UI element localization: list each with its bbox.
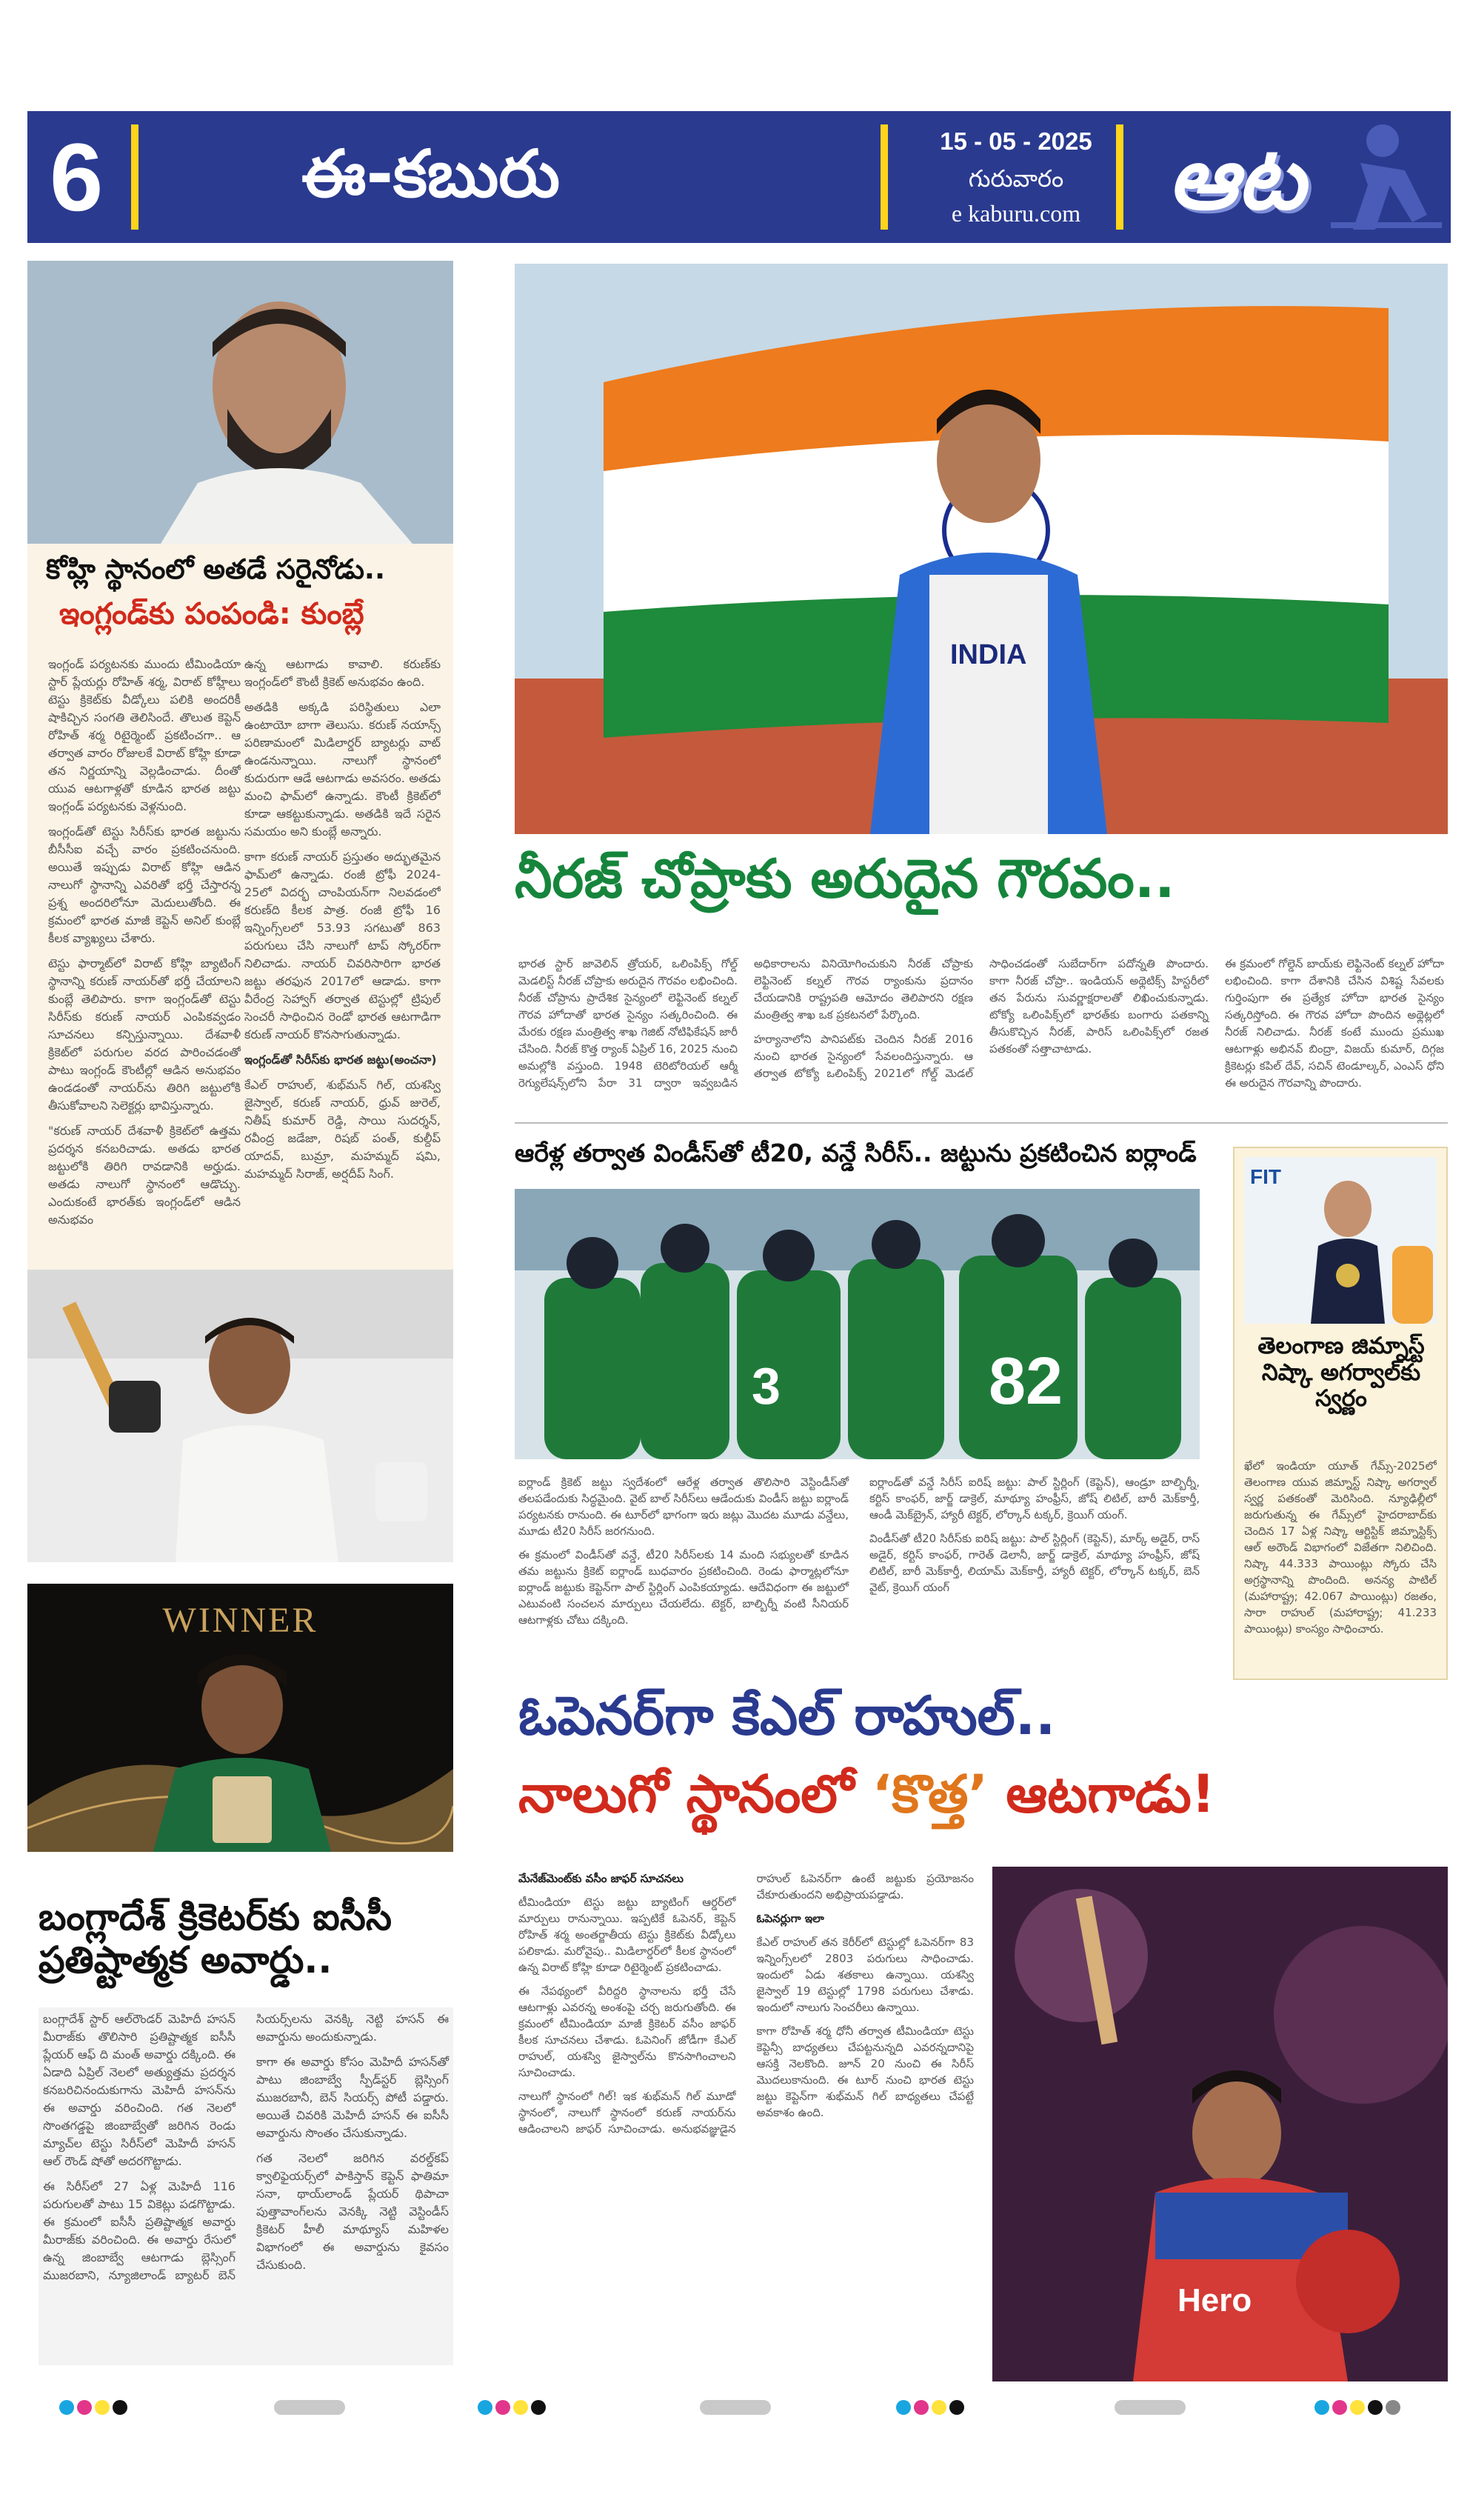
paragraph: కేఎల్ రాహుల్ తన కెరీర్‌లో టెస్టుల్లో ఓపెనర్‌గా 83 ఇన్నింగ్స్‌లలో 2803 పరుగులు సాధించాడు. ఇందులో ఏడు శతకాలు ఉన్నాయి. యశస్వి జైస్వాల్ 19 టెస్టుల్లో 1798 పరుగులు చేశాడు. ఇందులో నాలుగు సెంచరీలు ఉన్నాయి. bbox=[756, 1936, 974, 2014]
magenta-swatch bbox=[495, 2400, 510, 2415]
paragraph: ఐర్లాండ్ క్రికెట్ జట్టు స్వదేశంలో ఆరేళ్ల తర్వాత తొలిసారి వెస్టిండీస్‌తో తలపడేందుకు సిద్ధమైంది. వైట్ బాల్ సిరీస్‌లు ఆడేందుకు విండీస్ జట్టు ఐర్లాండ్ పర్యటనకు రానుంది. ఈ టూర్‌లో భాగంగా ఇరు జట్లు మొదట మూడు వన్డేలు, మూడు టీ20 సిరీస్ జరగనుంది. bbox=[518, 1476, 849, 1538]
batsman-photo bbox=[27, 1270, 453, 1562]
svg-text:INDIA: INDIA bbox=[950, 639, 1027, 670]
paragraph: "కరుణ్ నాయర్ దేశవాళీ క్రికెట్‌లో ఉత్తమ ప్రదర్శన కనబరిచాడు. అతడు భారత జట్టులోకి తిరిగి రావడానికి అర్హుడు. అతడు నాలుగో స్థానంలో ఆడొచ్చు. ఎందుకంటే భారత్‌కు ఇంగ్లండ్‌లో ఆడిన అనుభవం bbox=[48, 1124, 241, 1227]
rahul-photo bbox=[992, 1867, 1448, 2381]
award-photo bbox=[27, 1584, 453, 1852]
paragraph: విండీస్‌తో టీ20 సిరీస్‌కు ఐరిష్ జట్టు: పాల్ స్టిర్లింగ్ (కెప్టెన్), మార్క్ అడైర్, రాస్ అడైర్, కర్టిస్ కాంఫర్, గారెత్ డెలానీ, జార్జ్ డాక్రెల్, మాథ్యూ హంఫ్రీస్, జోష్ లిటిల్, బారీ మెక్‌కార్తీ, లియామ్ మెక్‌కార్తీ, హ్యారీ టెక్టర్, లోర్కాన్ టక్కర్, బెన్ వైట్, క్రెయిగ్ యంగ్ bbox=[869, 1532, 1200, 1594]
print-colorbar bbox=[478, 2400, 546, 2415]
svg-text:Hero: Hero bbox=[1177, 2282, 1252, 2319]
paragraph: ఈ క్రమంలో విండీస్‌తో వన్డే, టీ20 సిరీస్‌లకు 14 మంది సభ్యులతో కూడిన తమ జట్టును క్రికెట్ ఐర్లాండ్ బుధవారం ప్రకటించింది. రెండు ఫార్మాట్లలోనూ ఐర్లాండ్ జట్టుకు కెప్టెన్‌గా పాల్ స్టిర్లింగ్ ఎంపికయ్యాడు. ఆదేవిధంగా ఈ జట్టులో ఎటువంటి సంచలన మార్పులు చేయలేదు. టెక్టర్, బాల్బిర్నీ వంటి సీనియర్ ఆటగాళ్లకు చోటు దక్కింది. bbox=[518, 1548, 849, 1627]
paragraph: గత నెలలో జరిగిన వరల్డ్‌కప్ క్వాలిఫైయర్స్‌లో పాకిస్తాన్ కెప్టెన్ ఫాతిమా సనా, థాయ్‌లాండ్ ప్లేయర్ థిపాచా పుత్తావాంగ్‌లను వెనక్కి నెట్టి వెస్టిండీస్ క్రికెటర్ హీలీ మాథ్యూస్ మహిళల విభాగంలో ఈ అవార్డును కైవసం చేసుకుంది. bbox=[256, 2151, 449, 2272]
paragraph: బంగ్లాదేశ్ స్టార్ ఆల్‌రౌండర్ మెహిదీ హసన్ మీరాజ్‌కు తొలిసారి ప్రతిష్టాత్మక ఐసీసీ ప్లేయర్ ఆఫ్ ది మంత్ అవార్డు దక్కింది. ఈ ఏడాది ఏప్రిల్ నెలలో అత్యుత్తమ ప్రదర్శన కనబరిచినందుకుగాను మెహిదీ హసన్‌ను ఈ అవార్డు వరించింది. గత నెలలో సొంతగడ్డపై జింబాబ్వేతో జరిగిన రెండు మ్యాచ్‌ల టెస్టు సిరీస్‌లో మెహిదీ హసన్ ఆల్ రౌండ్ షోతో అదరగొట్టాడు. bbox=[43, 2012, 235, 2168]
squad-heading: ఇంగ్లండ్‌తో సిరీస్‌కు భారత జట్టు(అంచనా) bbox=[244, 1053, 437, 1067]
cyan-swatch bbox=[896, 2400, 911, 2415]
bangladesh-headline: బంగ్లాదేశ్ క్రికెటర్‌కు ఐసీసీ ప్రతిష్టాత్మక అవార్డు.. bbox=[39, 1896, 392, 1981]
black-swatch bbox=[949, 2400, 964, 2415]
svg-text:FIT: FIT bbox=[1250, 1165, 1281, 1188]
neeraj-headline: నీరజ్ చోప్రాకు అరుదైన గౌరవం.. bbox=[515, 848, 1175, 910]
masthead bbox=[27, 111, 1451, 243]
bangladesh-body bbox=[39, 2007, 453, 2365]
section-divider bbox=[515, 1122, 1448, 1124]
paragraph: అతడికి అక్కడి పరిస్థితులు ఎలా ఉంటాయో బాగా తెలుసు. కరుణ్ నయాన్స్ పరిణామంలో మిడిలార్డర్ బ్యాటర్లు వాట్ ఉండనున్నాయి. నాలుగో స్థానంలో కుదురుగా ఆడే ఆటగాడు అవసరం. అతడు మంచి ఫామ్‌లో ఉన్నాడు. కౌంటీ క్రికెట్‌లో కూడా ఆకట్టుకున్నాడు. అతడికి ఇదే సరైన సమయం అని కుంబ్లే అన్నారు. bbox=[244, 700, 441, 839]
issue-day: గురువారం bbox=[968, 164, 1064, 193]
neeraj-body bbox=[518, 956, 1444, 1115]
paragraph: ఉన్న ఆటగాడు కావాలి. కరుణ్‌కు ఇంగ్లండ్‌లో కౌంటీ క్రికెట్ అనుభవం ఉంది. bbox=[244, 657, 441, 689]
svg-text:3: 3 bbox=[752, 1357, 781, 1415]
magenta-swatch bbox=[77, 2400, 92, 2415]
rahul-subheadline-quote: ‘కొత్త’ bbox=[872, 1764, 988, 1824]
kohli-body-left bbox=[48, 656, 241, 1263]
magenta-swatch bbox=[1332, 2400, 1347, 2415]
black-swatch bbox=[531, 2400, 546, 2415]
section-banner bbox=[1138, 111, 1451, 243]
rahul-subheadline bbox=[518, 1764, 1444, 1835]
rahul-subhead: మేనేజ్‌మెంట్‌కు వసీం జాఫర్ సూచనలు bbox=[518, 1872, 684, 1885]
neeraj-photo bbox=[515, 264, 1448, 834]
ireland-body bbox=[518, 1474, 1200, 1648]
print-greybar bbox=[700, 2400, 771, 2415]
cyan-swatch bbox=[478, 2400, 492, 2415]
print-colorbar bbox=[59, 2400, 127, 2415]
paragraph: నాలుగో స్థానంలో గిల్! ఇక శుభ్‌మన్ గిల్ మూడో స్థానంలో, నాలుగో స్థానంలో కరుణ్ నాయర్‌ను ఆడించాలని జాఫర్ సూచించాడు. అనుభవజ్ఞుడైన రాహుల్ ఓపెనర్‌గా ఉంటే జట్టుకు ప్రయోజనం చేకూరుతుందని అభిప్రాయపడ్డాడు. bbox=[518, 1872, 974, 2136]
masthead-divider bbox=[881, 124, 888, 230]
paragraph: టెస్టు ఫార్మాట్‌లో విరాట్ కోహ్లి బ్యాటింగ్ స్థానాన్ని కరుణ్ నాయర్‌తో భర్తీ చేయాలని కుంబ్లే తెలిపారు. కాగా ఇంగ్లండ్‌తో టెస్టు సిరీస్‌కు కరుణ్ నాయర్ ఎంపికవ్వడం సూచనలు కన్పిస్తున్నాయి. దేశవాళీ క్రికెట్‌లో పరుగుల వరద పారించడంతో పాటు ఇంగ్లండ్ కౌంటీల్లో ఆడిన అనుభవం ఉండడంతో నాయర్‌ను తిరిగి జట్టులోకి తీసుకోవాలని సెలెక్టర్లు భావిస్తున్నారు. bbox=[48, 956, 241, 1113]
nishka-medal-photo bbox=[1244, 1157, 1437, 1324]
paragraph: భారత స్టార్ జావెలిన్ త్రోయర్, ఒలింపిక్స్ గోల్డ్ మెడలిస్ట్ నీరజ్ చోప్రాకు అరుదైన గౌరవం లభించింది. నీరజ్ చోప్రాను ప్రాదేశిక సైన్యంలో లెఫ్టినెంట్ కల్నల్ గౌరవ హోదాతో భారత సైన్యం సత్కరించింది. ఈ మేరకు రక్షణ మంత్రిత్వ శాఖ గెజిట్ నోటిఫికేషన్ జారీ చేసింది. నీరజ్ కొత్త ర్యాంక్ ఏప్రిల్ 16, 2025 నుంచి అమల్లోకి వస్తుంది. 1948 టెరిటోరియల్ ఆర్మీ రెగ్యులేషన్స్‌లోని పేరా 31 ద్వారా ఇవ్వబడిన అధికారాలను వినియోగించుకుని నీరజ్ చోప్రాకు లెఫ్టినెంట్ కల్నల్ గౌరవ ర్యాంకును ప్రదానం చేయడానికి రాష్ట్రపతి ఆమోదం తెలిపారని రక్షణ మంత్రిత్వ శాఖ ఒక ప్రకటనలో పేర్కొంది. bbox=[518, 957, 973, 1090]
kohli-body-right bbox=[244, 656, 441, 1263]
winner-label: WINNER bbox=[162, 1601, 318, 1640]
kohli-headline: కోహ్లి స్థానంలో అతడే సరైనోడు.. bbox=[46, 554, 386, 585]
paragraph: ఇంగ్లండ్‌తో టెస్టు సిరీస్‌కు భారత జట్టును బీసీసీఐ వచ్చే వారం ప్రకటించనుంది. అయితే ఇప్పుడు విరాట్ కోహ్లి ఆడిన నాలుగో స్థానాన్ని ఎవరితో భర్తీ చేస్తారన్న ప్రశ్న అందరిలోనూ మెదులుతోంది. ఈ క్రమంలో భారత మాజీ కెప్టెన్ అనిల్ కుంబ్లే కీలక వ్యాఖ్యలు చేశారు. bbox=[48, 824, 241, 945]
paragraph: కాగా ఈ అవార్డు కోసం మెహిదీ హసన్‌తో పాటు జింబాబ్వే స్పీడ్‌స్టర్ బ్లెస్సింగ్ ముజరబానీ, బెన్ సియర్స్ పోటీ పడ్డారు. అయితే చివరికి మెహిదీ హసన్ ఈ ఐసీసీ అవార్డును సొంతం చేసుకున్నాడు. bbox=[256, 2055, 449, 2140]
paragraph: ఐర్లాండ్‌తో వన్డే సిరీస్ ఐరిష్ జట్టు: పాల్ స్టిర్లింగ్ (కెప్టెన్), ఆండ్రూ బాల్బిర్నీ, కర్టిస్ కాంఫర్, జార్జ్ డాక్రెల్, మాథ్యూ హంఫ్రీస్, జోష్ లిటిల్, బారీ మెక్‌కార్తీ, ఆండీ మెక్‌బ్రైన్, హ్యారీ టెక్టర్, లోర్కాన్ టక్కర్, క్రెయిగ్ యంగ్. bbox=[869, 1476, 1200, 1521]
rahul-subhead-2: ఓపెనర్లుగా ఇలా bbox=[756, 1912, 824, 1925]
rahul-subheadline-part: ఆటగాడు! bbox=[988, 1764, 1215, 1824]
rahul-headline: ఓపెనర్‌గా కేఎల్ రాహుల్.. bbox=[518, 1685, 1056, 1747]
print-greybar bbox=[274, 2400, 345, 2415]
yellow-swatch bbox=[1350, 2400, 1365, 2415]
magenta-swatch bbox=[914, 2400, 929, 2415]
paper-name: ఈ-కబురు bbox=[301, 136, 561, 212]
paragraph: ఇంగ్లండ్ పర్యటనకు ముందు టీమిండియా స్టార్ ప్లేయర్లు రోహిత్ శర్మ, విరాట్ కోహ్లీలు టెస్టు క్రికెట్‌కు వీడ్కోలు పలికి అందరికీ షాకిచ్చిన సంగతి తెలిసిందే. తొలుత కెప్టెన్ రోహిత్ శర్మ రిటైర్మెంట్ ప్రకటించగా.. ఆ తర్వాత వారం రోజులకే విరాట్ కోహ్లి కూడా తన నిర్ణయాన్ని వెల్లడించాడు. దీంతో యువ ఆటగాళ్లతో కూడిన భారత జట్టు ఇంగ్లండ్ పర్యటనకు వెళ్లనుంది. bbox=[48, 657, 241, 813]
paragraph: ఖేలో ఇండియా యూత్ గేమ్స్-2025లో తెలంగాణ యువ జిమ్నాస్ట్ నిష్కా అగర్వాల్ స్వర్ణ పతకంతో మెరిసింది. న్యూఢిల్లీలో జరుగుతున్న ఈ గేమ్స్‌లో హైదరాబాద్‌కు చెందిన 17 ఏళ్ల నిష్కా ఆర్టిస్టిక్ జిమ్నాస్టిక్స్ ఆల్ అరౌండ్ విభాగంలో విజేతగా నిలిచింది. నిష్కా 44.333 పాయింట్లు స్కోరు చేసి అగ్రస్థానాన్ని పొందింది. అనన్య పాటిల్ (మహారాష్ట్ర; 42.067 పాయింట్లు) రజతం, సారా రాహుల్ (మహారాష్ట్ర; 41.233 పాయింట్లు) కాంస్యం సాధించారు. bbox=[1244, 1459, 1437, 1636]
yellow-swatch bbox=[95, 2400, 110, 2415]
ireland-team-photo bbox=[515, 1189, 1200, 1459]
page-number: 6 bbox=[50, 123, 104, 231]
squad-text: కేఎల్ రాహుల్, శుభ్‌మన్ గిల్, యశస్వి జైస్వాల్, కరుణ్ నాయర్, ధ్రువ్ జురెల్, నితీష్ కుమార్ రెడ్డి, సాయి సుదర్శన్, రవీంద్ర జడేజా, రిషబ్ పంత్, కుల్దీప్ యాదవ్, బుమ్రా, మహమ్మద్ షమి, మహమ్మద్ సిరాజ్, అర్షదీప్ సింగ్. bbox=[244, 1078, 441, 1181]
issue-date: 15 - 05 - 2025 bbox=[940, 127, 1092, 155]
black-swatch bbox=[113, 2400, 127, 2415]
section-label: ఆట bbox=[1168, 127, 1306, 229]
website-link[interactable]: e kaburu.com bbox=[951, 200, 1081, 227]
grey-swatch bbox=[1386, 2400, 1400, 2415]
masthead-divider bbox=[1116, 124, 1123, 230]
nishka-body bbox=[1244, 1458, 1437, 1673]
paragraph: టీమిండియా టెస్టు జట్టు బ్యాటింగ్ ఆర్డర్‌లో మార్పులు రానున్నాయి. ఇప్పటికే ఓపెనర్, కెప్టెన్ రోహిత్ శర్మ అంతర్జాతీయ టెస్టు క్రికెట్‌కు వీడ్కోలు పలికాడు. మరోవైపు.. మిడిలార్డర్‌లో కీలక స్థానంలో ఉన్న విరాట్ కోహ్లి కూడా రిటైర్మెంట్ ప్రకటించాడు. bbox=[518, 1896, 736, 1974]
paragraph: ఈ సిరీస్‌లో 27 ఏళ్ల మెహిదీ 116 పరుగులతో పాటు 15 వికెట్లు పడగొట్టాడు. ఈ క్రమంలో ఐసీసీ ప్రతిష్టాత్మక అవార్డు మీరాజ్‌కు వరించింది. ఈ అవార్డు రేసులో ఉన్న జింబాబ్వే ఆటగాడు బ్లెస్సింగ్ ముజరబాని, న్యూజిలాండ్ బ్యాటర్ బెన్ సియర్స్‌లను వెనక్కి నెట్టి హసన్ ఈ అవార్డును అందుకున్నాడు. bbox=[43, 2012, 449, 2282]
paragraph: కాగా కరుణ్ నాయర్ ప్రస్తుతం అద్భుతమైన ఫామ్‌లో ఉన్నాడు. రంజీ ట్రోఫీ 2024-25లో విదర్భ చాంపియన్‌గా నిలవడంలో కరుణ్‌ది కీలక పాత్ర. రంజీ ట్రోఫీ 16 ఇన్నింగ్స్‌లలో 53.93 సగటుతో 863 పరుగులు చేసి నాలుగో టాప్ స్కోరర్‌గా నిలిచాడు. నాయర్ చివరిసారిగా భారత జట్టు తరఫున 2017లో ఆడాడు. కాగా వీరేంద్ర సెహ్వాగ్ తర్వాత టెస్టుల్లో ట్రిపుల్ సెంచరీ సాధించిన రెండో భారత ఆటగాడిగా కరుణ్ నాయర్ కొనసాగుతున్నాడు. bbox=[244, 850, 441, 1041]
rahul-body bbox=[518, 1870, 974, 2381]
black-swatch bbox=[1368, 2400, 1383, 2415]
kohli-subheadline: ఇంగ్లండ్‌కు పంపండి: కుంబ్లే bbox=[59, 597, 364, 631]
paragraph: హర్యానాలోని పానిపట్‌కు చెందిన నీరజ్ 2016 నుంచి భారత సైన్యంలో సేవలందిస్తున్నారు. ఆ తర్వాత టోక్యో ఒలింపిక్స్ 2021లో గోల్డ్ మెడల్ సాధించడంతో సుబేదార్‌గా పదోన్నతి పొందారు. కాగా నీరజ్ చోప్రా.. ఇండియన్ అథ్లెటిక్స్ హిస్టరీలో తన పేరును సువర్ణాక్షరాలతో లిఖించుకున్నాడు. టోక్యో ఒలింపిక్స్‌లో భారత్‌కు బంగారు పతకాన్ని తీసుకొచ్చిన నీరజ్, పారిస్ ఒలింపిక్స్‌లో రజత పతకంతో సత్తాచాటాడు. bbox=[754, 957, 1209, 1080]
yellow-swatch bbox=[513, 2400, 528, 2415]
kohli-photo bbox=[27, 261, 453, 544]
masthead-divider bbox=[131, 124, 138, 230]
print-colorbar bbox=[896, 2400, 964, 2415]
print-greybar bbox=[1115, 2400, 1186, 2415]
paragraph: ఈ క్రమంలో గోల్డెన్ బాయ్‌కు లెఫ్టినెంట్ కల్నల్ హోదా లభించింది. కాగా దేశానికి చేసిన విశిష్ట సేవలకు గుర్తింపుగా ఈ ప్రత్యేక హోదా భారత సైన్యం సత్కరిస్తోంది. ఈ గౌరవ హోదా పొందిన అథ్లెట్లలో నీరజ్ నిలిచాడు. నీరజ్ కంటే ముందు ప్రముఖ ఆటగాళ్లు అభినవ్ బింద్రా, విజయ్ కుమార్, దిగ్గజ క్రికెటర్లు కపిల్ దేవ్, సచిన్ టెండూల్కర్, ఎంఎస్ ధోని ఈ అరుదైన గౌరవాన్ని పొందారు. bbox=[1225, 957, 1444, 1090]
rahul-subheadline-part: నాలుగో స్థానంలో bbox=[518, 1764, 872, 1824]
nishka-headline: తెలంగాణ జిమ్నాస్ట్ నిష్కా అగర్వాల్‌కు స్వర్ణం bbox=[1257, 1333, 1425, 1413]
paragraph: ఈ నేపథ్యంలో వీరిద్దరి స్థానాలను భర్తీ చేసే ఆటగాళ్లు ఎవరన్న అంశంపై చర్చ జరుగుతోంది. ఈ క్రమంలో టీమిండియా మాజీ క్రికెటర్ వసీం జాఫర్ కీలక సూచనలు చేశాడు. ఓపెనింగ్ జోడీగా కేఎల్ రాహుల్, యశస్వి జైస్వాల్‌ను కొనసాగించాలని సూచించాడు. bbox=[518, 1984, 736, 2079]
svg-text:82: 82 bbox=[989, 1344, 1063, 1419]
yellow-swatch bbox=[932, 2400, 946, 2415]
print-colorbar bbox=[1314, 2400, 1400, 2415]
cyan-swatch bbox=[59, 2400, 74, 2415]
ireland-headline: ఆరేళ్ల తర్వాత విండీస్‌తో టీ20, వన్డే సిరీస్.. జట్టును ప్రకటించిన ఐర్లాండ్ bbox=[515, 1139, 1197, 1167]
paragraph: కాగా రోహిత్ శర్మ ధోనీ తర్వాత టీమిండియా టెస్టు కెప్టెన్సీ బాధ్యతలు చేపట్టనున్నది ఎవరన్నదానిపై ఆసక్తి నెలకొంది. జూన్ 20 నుంచి ఈ సిరీస్ మొదలుకానుంది. ఈ టూర్ నుంచి భారత టెస్టు జట్టు కెప్టెన్‌గా శుభ్‌మన్ గిల్ బాధ్యతలు చేపట్టే అవకాశం ఉంది. bbox=[756, 2024, 974, 2119]
cyan-swatch bbox=[1314, 2400, 1329, 2415]
